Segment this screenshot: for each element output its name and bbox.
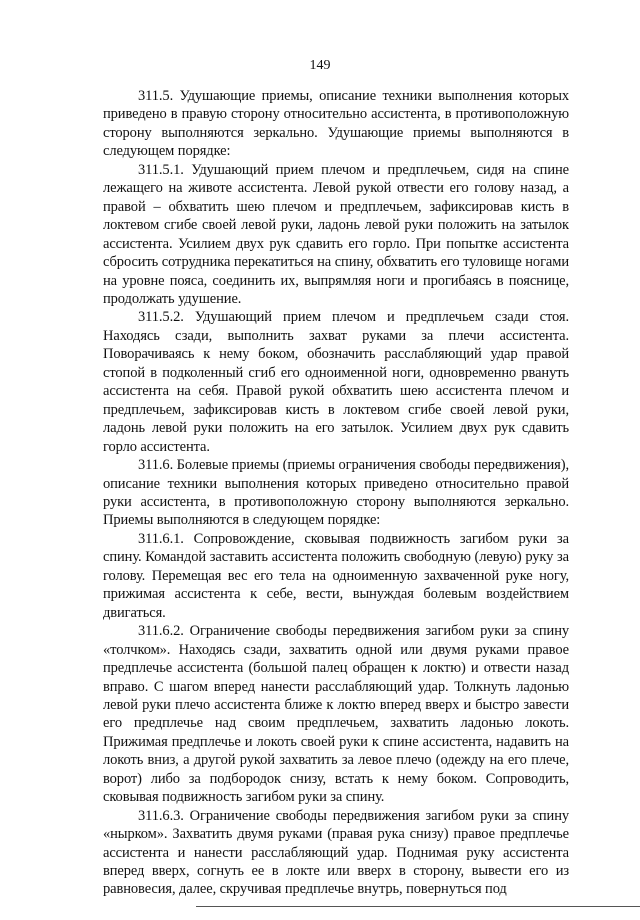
scan-edge-line [196, 906, 640, 907]
paragraph-311-6-1: 311.6.1. Сопровождение, сковывая подвижность загибом руки за спину. Командой заставить ассистента положить свободную (левую) руку за голову. Перемещая вес его тела на одноименную захваченной руке ногу, прижимая ассистента к себе, вести, вынуждая болевым воздействием двигаться. [103, 530, 569, 621]
document-body [103, 87, 569, 899]
paragraph-311-6-2: 311.6.2. Ограничение свободы передвижения загибом руки за спину «толчком». Находясь сзади, захватить одной или двумя руками правое предплечье ассистента (большой палец обращен к локтю) и отвести назад вправо. С шагом вперед нанести расслабляющий удар. Толкнуть ладонью левой руки плечо ассистента ближе к локтю вперед вверх и быстро завести его предплечье над своим предплечьем, захватить ладонью локоть. Прижимая предплечье и локоть своей руки к спине ассистента, надавить на локоть вниз, а другой рукой захватить за левое плечо (одежду на его плече, ворот) либо за подбородок снизу, встать к нему боком. Сопроводить, сковывая подвижность загибом руки за спину. [103, 623, 569, 806]
paragraph-311-6-3: 311.6.3. Ограничение свободы передвижения загибом руки за спину «нырком». Захватить двумя руками (правая рука снизу) правое предплечье ассистента и нанести расслабляющий удар. Поднимая руку ассистента вперед вверх, согнуть ее в локте или вверх в сторону, вывести его из равновесия, далее, скручивая предплечье внутрь, повернуться под [103, 807, 569, 898]
paragraph-311-6: 311.6. Болевые приемы (приемы ограничения свободы передвижения), описание техники выполнения которых приведено относительно правой руки ассистента, в противоположную сторону выполняются зеркально. Приемы выполняются в следующем порядке: [103, 457, 569, 529]
page-number: 149 [309, 58, 331, 73]
paragraph-311-5: 311.5. Удушающие приемы, описание техники выполнения которых приведено в правую сторону относительно ассистента, в противоположную сторону выполняются зеркально. Удушающие приемы выполняются в следующем порядке: [103, 88, 569, 160]
paragraph-311-5-2: 311.5.2. Удушающий прием плечом и предплечьем сзади стоя. Находясь сзади, выполнить захват руками за плечи ассистента. Поворачиваясь к нему боком, обозначить расслабляющий удар правой стопой в подколенный сгиб его одноименной ноги, одновременно рвануть ассистента на себя. Правой рукой обхватить шею ассистента плечом и предплечьем, зафиксировав кисть в локтевом сгибе своей левой руки, ладонь левой руки положить на его затылок. Усилием двух рук сдавить горло ассистента. [103, 309, 569, 455]
paragraph-311-5-1: 311.5.1. Удушающий прием плечом и предплечьем, сидя на спине лежащего на животе ассистента. Левой рукой отвести его голову назад, а правой – обхватить шею плечом и предплечьем, зафиксировав кисть в локтевом сгибе своей левой руки, ладонь левой руки положить на затылок ассистента. Усилием двух рук сдавить его горло. При попытке ассистента сбросить сотрудника перекатиться на спину, обхватить его туловище ногами на уровне пояса, соединить их, выпрямляя ноги и прогибаясь в пояснице, продолжать удушение. [103, 161, 569, 307]
